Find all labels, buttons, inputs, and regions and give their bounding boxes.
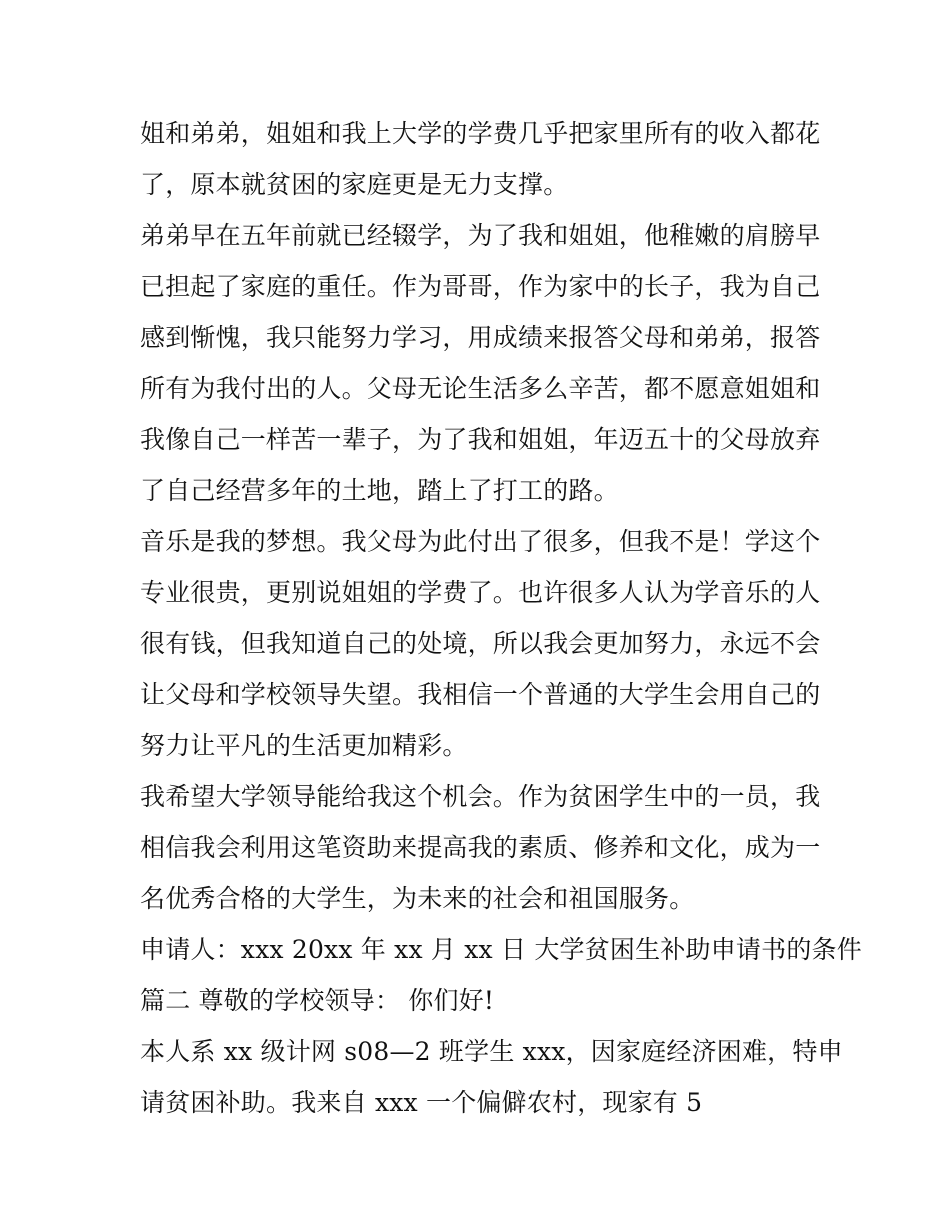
text-line: 我像自己一样苦一辈子，为了我和姐姐，年迈五十的父母放弃: [140, 425, 821, 454]
document-body: [140, 108, 862, 1128]
text-line: 了，原本就贫困的家庭更是无力支撑。: [140, 170, 569, 199]
text-line: 姐和弟弟，姐姐和我上大学的学费几乎把家里所有的收入都花: [140, 119, 821, 148]
text-line: 所有为我付出的人。父母无论生活多么辛苦，都不愿意姐姐和: [140, 374, 821, 403]
signature-line: 申请人：xxx 20xx 年 xx 月 xx 日 大学贫困生补助申请书的条件: [140, 935, 862, 964]
text-line: 让父母和学校领导失望。我相信一个普通的大学生会用自己的: [140, 680, 821, 709]
text-line: 了自己经营多年的土地，踏上了打工的路。: [140, 476, 619, 505]
text-line: 感到惭愧，我只能努力学习，用成绩来报答父母和弟弟，报答: [140, 323, 821, 352]
text-line: 很有钱，但我知道自己的处境，所以我会更加努力，永远不会: [140, 629, 821, 658]
text-line: 本人系 xx 级计网 s08—2 班学生 xxx，因家庭经济困难，特申: [140, 1037, 843, 1066]
text-line: 弟弟早在五年前就已经辍学，为了我和姐姐，他稚嫩的肩膀早: [140, 221, 821, 250]
text-line: 我希望大学领导能给我这个机会。作为贫困学生中的一员，我: [140, 782, 821, 811]
text-line: 音乐是我的梦想。我父母为此付出了很多，但我不是！学这个: [140, 527, 821, 556]
text-line: 名优秀合格的大学生，为未来的社会和祖国服务。: [140, 884, 695, 913]
text-line: 专业很贵，更别说姐姐的学费了。也许很多人认为学音乐的人: [140, 578, 821, 607]
text-line: 努力让平凡的生活更加精彩。: [140, 731, 468, 760]
section-heading-line: 篇二 尊敬的学校领导： 你们好!: [140, 986, 495, 1015]
text-line: 已担起了家庭的重任。作为哥哥，作为家中的长子，我为自己: [140, 272, 821, 301]
text-line: 相信我会利用这笔资助来提高我的素质、修养和文化，成为一: [140, 833, 821, 862]
text-line: 请贫困补助。我来自 xxx 一个偏僻农村，现家有 5: [140, 1088, 703, 1117]
